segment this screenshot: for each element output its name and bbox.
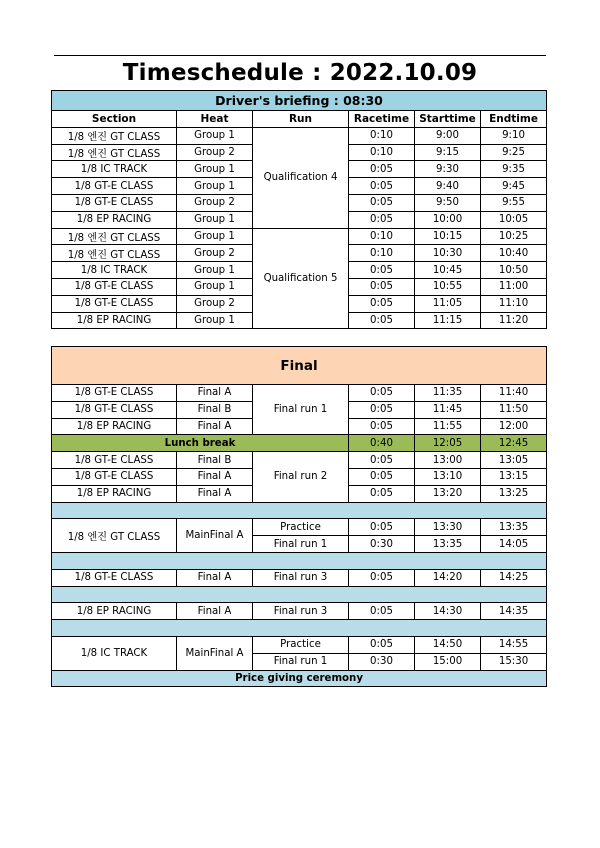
- heat-cell: MainFinal A: [177, 519, 253, 553]
- starttime-cell: 13:30: [415, 519, 481, 536]
- heat-cell: MainFinal A: [177, 636, 253, 670]
- endtime-cell: 12:00: [481, 418, 547, 435]
- starttime-cell: 11:35: [415, 385, 481, 402]
- starttime-cell: 11:05: [415, 295, 481, 312]
- starttime-cell: 10:30: [415, 245, 481, 262]
- lunch-break-label: Lunch break: [52, 435, 349, 452]
- section-cell: 1/8 EP RACING: [52, 312, 177, 329]
- starttime-cell: 11:55: [415, 418, 481, 435]
- heat-cell: Group 1: [177, 161, 253, 178]
- racetime-cell: 0:05: [349, 211, 415, 228]
- endtime-cell: 13:15: [481, 468, 547, 485]
- separator-row: [52, 552, 547, 569]
- racetime-cell: 0:05: [349, 401, 415, 418]
- heat-cell: Final A: [177, 485, 253, 502]
- starttime-cell: 13:20: [415, 485, 481, 502]
- racetime-cell: 0:05: [349, 569, 415, 586]
- heat-cell: Final B: [177, 401, 253, 418]
- table-row: [52, 385, 547, 402]
- table-row: [52, 127, 547, 144]
- racetime-cell: 0:05: [349, 418, 415, 435]
- header-run: Run: [253, 111, 349, 128]
- racetime-cell: 0:05: [349, 452, 415, 469]
- qualification-table: [51, 90, 547, 329]
- table-row: [52, 569, 547, 586]
- drivers-briefing: Driver's briefing : 08:30: [52, 91, 547, 111]
- run-cell: Final run 3: [253, 569, 349, 586]
- run-cell: Qualification 4: [253, 127, 349, 228]
- starttime-cell: 14:50: [415, 636, 481, 653]
- endtime-cell: 14:05: [481, 536, 547, 553]
- section-cell: 1/8 IC TRACK: [52, 262, 177, 279]
- racetime-cell: 0:05: [349, 278, 415, 295]
- starttime-cell: 10:55: [415, 278, 481, 295]
- starttime-cell: 14:30: [415, 603, 481, 620]
- section-cell: 1/8 엔진 GT CLASS: [52, 519, 177, 553]
- heat-cell: Group 2: [177, 144, 253, 161]
- endtime-cell: 15:30: [481, 653, 547, 670]
- starttime-cell: 13:35: [415, 536, 481, 553]
- heat-cell: Final A: [177, 468, 253, 485]
- racetime-cell: 0:05: [349, 312, 415, 329]
- header-row: [52, 111, 547, 128]
- racetime-cell: 0:05: [349, 468, 415, 485]
- racetime-cell: 0:30: [349, 653, 415, 670]
- racetime-cell: 0:10: [349, 144, 415, 161]
- section-cell: 1/8 GT-E CLASS: [52, 385, 177, 402]
- header-endtime: Endtime: [481, 111, 547, 128]
- endtime-cell: 11:50: [481, 401, 547, 418]
- section-cell: 1/8 EP RACING: [52, 211, 177, 228]
- ceremony-label: Price giving ceremony: [52, 670, 547, 687]
- starttime-cell: 9:50: [415, 194, 481, 211]
- starttime-cell: 13:10: [415, 468, 481, 485]
- racetime-cell: 0:40: [349, 435, 415, 452]
- section-cell: 1/8 GT-E CLASS: [52, 278, 177, 295]
- section-cell: 1/8 엔진 GT CLASS: [52, 127, 177, 144]
- section-cell: 1/8 IC TRACK: [52, 636, 177, 670]
- separator-cell: [52, 586, 547, 603]
- run-cell: Practice: [253, 519, 349, 536]
- separator-cell: [52, 620, 547, 637]
- endtime-cell: 13:35: [481, 519, 547, 536]
- run-cell: Final run 1: [253, 653, 349, 670]
- endtime-cell: 10:40: [481, 245, 547, 262]
- endtime-cell: 9:10: [481, 127, 547, 144]
- heat-cell: Group 1: [177, 278, 253, 295]
- heat-cell: Final A: [177, 569, 253, 586]
- endtime-cell: 13:25: [481, 485, 547, 502]
- section-cell: 1/8 EP RACING: [52, 603, 177, 620]
- run-cell: Practice: [253, 636, 349, 653]
- racetime-cell: 0:30: [349, 536, 415, 553]
- starttime-cell: 12:05: [415, 435, 481, 452]
- section-cell: 1/8 GT-E CLASS: [52, 468, 177, 485]
- table-row: [52, 636, 547, 653]
- heat-cell: Group 2: [177, 245, 253, 262]
- section-cell: 1/8 엔진 GT CLASS: [52, 144, 177, 161]
- heat-cell: Final B: [177, 452, 253, 469]
- starttime-cell: 13:00: [415, 452, 481, 469]
- racetime-cell: 0:10: [349, 127, 415, 144]
- separator-cell: [52, 502, 547, 519]
- heat-cell: Final A: [177, 385, 253, 402]
- starttime-cell: 10:15: [415, 228, 481, 245]
- starttime-cell: 11:45: [415, 401, 481, 418]
- section-cell: 1/8 엔진 GT CLASS: [52, 245, 177, 262]
- section-cell: 1/8 GT-E CLASS: [52, 569, 177, 586]
- section-cell: 1/8 GT-E CLASS: [52, 194, 177, 211]
- heat-cell: Final A: [177, 418, 253, 435]
- header-racetime: Racetime: [349, 111, 415, 128]
- heat-cell: Group 1: [177, 211, 253, 228]
- heat-cell: Group 1: [177, 312, 253, 329]
- racetime-cell: 0:05: [349, 161, 415, 178]
- section-cell: 1/8 GT-E CLASS: [52, 295, 177, 312]
- endtime-cell: 10:05: [481, 211, 547, 228]
- racetime-cell: 0:05: [349, 194, 415, 211]
- table-row: [52, 228, 547, 245]
- section-cell: 1/8 EP RACING: [52, 485, 177, 502]
- run-cell: Final run 3: [253, 603, 349, 620]
- endtime-cell: 11:40: [481, 385, 547, 402]
- separator-row: [52, 620, 547, 637]
- ceremony-row: [52, 670, 547, 687]
- table-row: [52, 452, 547, 469]
- table-row: [52, 603, 547, 620]
- starttime-cell: 9:15: [415, 144, 481, 161]
- section-cell: 1/8 GT-E CLASS: [52, 452, 177, 469]
- racetime-cell: 0:05: [349, 519, 415, 536]
- endtime-cell: 14:35: [481, 603, 547, 620]
- heat-cell: Group 1: [177, 178, 253, 195]
- starttime-cell: 9:30: [415, 161, 481, 178]
- starttime-cell: 10:45: [415, 262, 481, 279]
- racetime-cell: 0:05: [349, 262, 415, 279]
- endtime-cell: 14:25: [481, 569, 547, 586]
- section-cell: 1/8 엔진 GT CLASS: [52, 228, 177, 245]
- starttime-cell: 9:00: [415, 127, 481, 144]
- starttime-cell: 14:20: [415, 569, 481, 586]
- final-table: [51, 346, 547, 687]
- endtime-cell: 9:45: [481, 178, 547, 195]
- heat-cell: Group 1: [177, 127, 253, 144]
- endtime-cell: 14:55: [481, 636, 547, 653]
- endtime-cell: 9:55: [481, 194, 547, 211]
- racetime-cell: 0:05: [349, 385, 415, 402]
- heat-cell: Group 1: [177, 228, 253, 245]
- header-starttime: Starttime: [415, 111, 481, 128]
- endtime-cell: 9:25: [481, 144, 547, 161]
- racetime-cell: 0:05: [349, 485, 415, 502]
- table-row: [52, 519, 547, 536]
- endtime-cell: 10:50: [481, 262, 547, 279]
- starttime-cell: 10:00: [415, 211, 481, 228]
- title-rule: [54, 55, 546, 56]
- section-cell: 1/8 GT-E CLASS: [52, 178, 177, 195]
- page-title: Timeschedule : 2022.10.09: [122, 60, 478, 86]
- racetime-cell: 0:05: [349, 603, 415, 620]
- heat-cell: Group 1: [177, 262, 253, 279]
- heat-cell: Group 2: [177, 194, 253, 211]
- header-heat: Heat: [177, 111, 253, 128]
- starttime-cell: 15:00: [415, 653, 481, 670]
- run-cell: Final run 1: [253, 536, 349, 553]
- endtime-cell: 13:05: [481, 452, 547, 469]
- final-heading: Final: [52, 347, 547, 385]
- section-cell: 1/8 GT-E CLASS: [52, 401, 177, 418]
- separator-row: [52, 586, 547, 603]
- run-cell: Final run 2: [253, 452, 349, 502]
- racetime-cell: 0:05: [349, 178, 415, 195]
- endtime-cell: 11:20: [481, 312, 547, 329]
- endtime-cell: 11:10: [481, 295, 547, 312]
- starttime-cell: 11:15: [415, 312, 481, 329]
- section-cell: 1/8 IC TRACK: [52, 161, 177, 178]
- separator-cell: [52, 552, 547, 569]
- lunch-break-row: [52, 435, 547, 452]
- endtime-cell: 11:00: [481, 278, 547, 295]
- racetime-cell: 0:10: [349, 228, 415, 245]
- run-cell: Final run 1: [253, 385, 349, 435]
- separator-row: [52, 502, 547, 519]
- header-section: Section: [52, 111, 177, 128]
- racetime-cell: 0:10: [349, 245, 415, 262]
- racetime-cell: 0:05: [349, 636, 415, 653]
- starttime-cell: 9:40: [415, 178, 481, 195]
- section-cell: 1/8 EP RACING: [52, 418, 177, 435]
- racetime-cell: 0:05: [349, 295, 415, 312]
- heat-cell: Group 2: [177, 295, 253, 312]
- endtime-cell: 10:25: [481, 228, 547, 245]
- run-cell: Qualification 5: [253, 228, 349, 329]
- heat-cell: Final A: [177, 603, 253, 620]
- endtime-cell: 9:35: [481, 161, 547, 178]
- endtime-cell: 12:45: [481, 435, 547, 452]
